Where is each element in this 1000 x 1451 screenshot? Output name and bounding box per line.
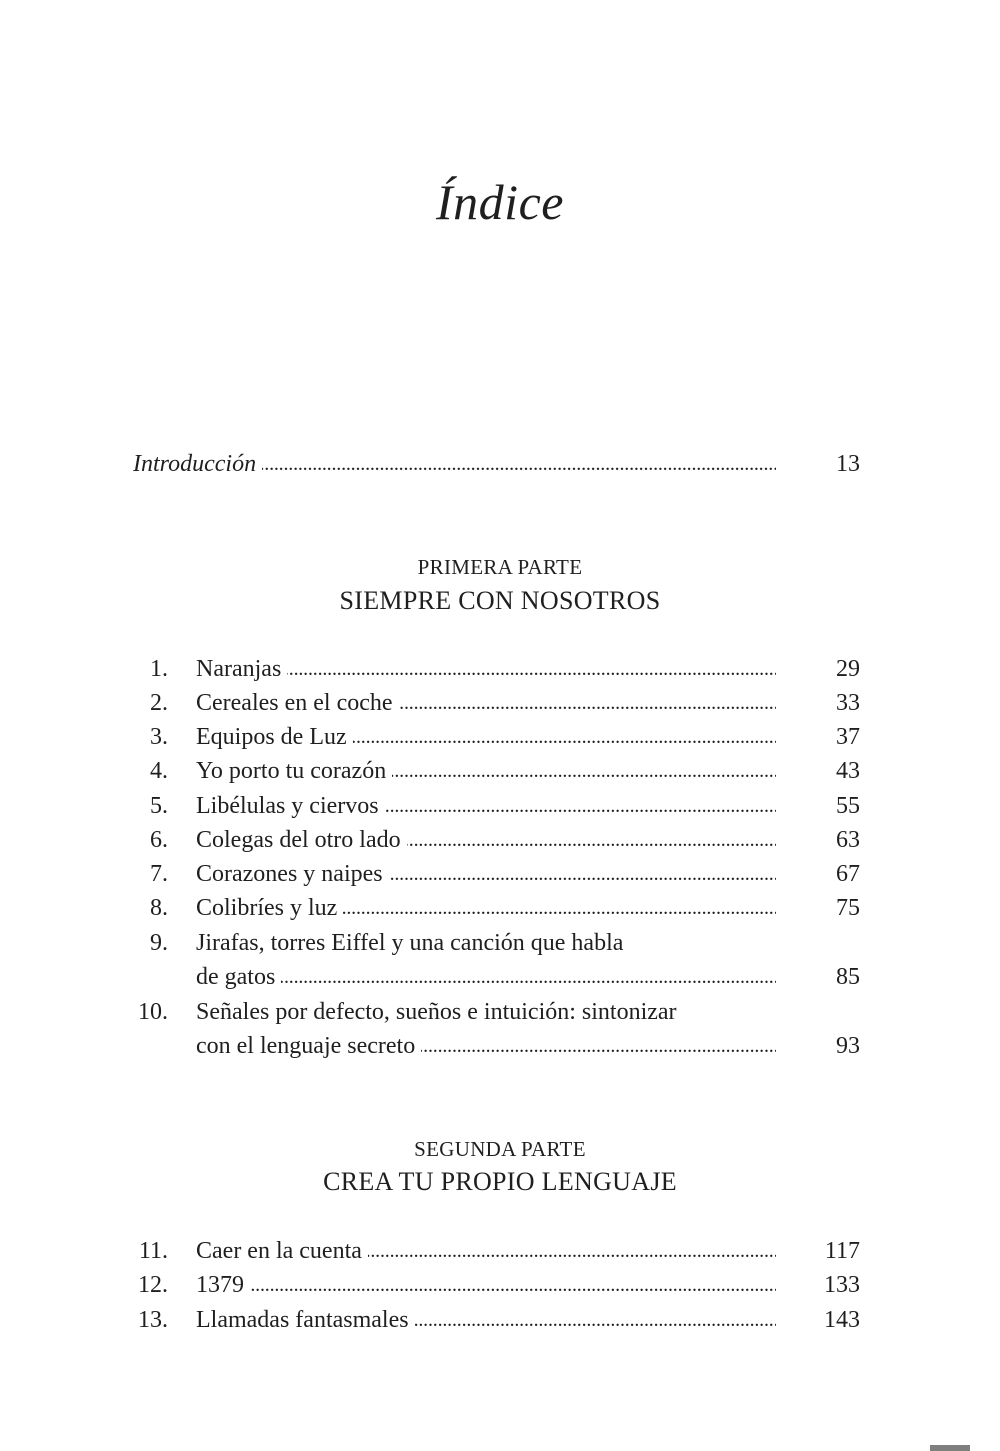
toc-entry-label: Naranjas . . .: [196, 652, 776, 686]
toc-entry-number: 7.: [150, 861, 168, 887]
toc-entry-page: 37: [836, 724, 860, 750]
toc-entry-page: 67: [836, 861, 860, 887]
toc-entry-label: Colibríes y luz . . .: [196, 891, 776, 925]
toc-entry-label-line2: con el lenguaje secreto . . .: [196, 1029, 776, 1063]
toc-entry-page: 117: [824, 1238, 860, 1264]
page-title: Índice: [436, 174, 564, 230]
toc-entry[interactable]: [0, 789, 1000, 823]
toc-entry-number: 1.: [150, 656, 168, 682]
toc-entry[interactable]: [0, 1268, 1000, 1302]
toc-entry-page: 29: [836, 656, 860, 682]
toc-entry-page: 75: [836, 895, 860, 921]
toc-entry[interactable]: [0, 1303, 1000, 1337]
toc-entry[interactable]: [0, 857, 1000, 891]
toc-entry-number: 9.: [150, 930, 168, 956]
toc-entry-number: 4.: [150, 758, 168, 784]
toc-entry-page: 13: [836, 451, 860, 477]
toc-entry-label-line1: Señales por defecto, sueños e intuición: sintonizar: [196, 995, 776, 1029]
toc-entry-label: Equipos de Luz . . .: [196, 720, 776, 754]
toc-entry-label-line2: de gatos . . .: [196, 960, 776, 994]
toc-entry-page: 85: [836, 964, 860, 990]
toc-entry-number: 10.: [138, 999, 168, 1025]
toc-entry-label: 1379 . . .: [196, 1268, 776, 1302]
toc-entry-page: 63: [836, 827, 860, 853]
toc-entry-page: 93: [836, 1033, 860, 1059]
toc-entry[interactable]: [0, 926, 1000, 960]
toc-entry-page: 55: [836, 793, 860, 819]
toc-entry-number: 2.: [150, 690, 168, 716]
toc-entry-number: 6.: [150, 827, 168, 853]
toc-entry-number: 3.: [150, 724, 168, 750]
toc-entry-label: Caer en la cuenta . . .: [196, 1234, 776, 1268]
toc-entry-label: Cereales en el coche . . .: [196, 686, 776, 720]
toc-entry-number: 12.: [138, 1272, 168, 1298]
toc-entry-page: 133: [824, 1272, 860, 1298]
toc-entry-page: 143: [824, 1307, 860, 1333]
page-edge-mark: [930, 1445, 970, 1451]
toc-entry-label: Colegas del otro lado . . .: [196, 823, 776, 857]
toc-entry[interactable]: [0, 823, 1000, 857]
toc-entry-label-line1: Jirafas, torres Eiffel y una canción que habla: [196, 926, 776, 960]
toc-entry[interactable]: [0, 652, 1000, 686]
toc-entry-label: Libélulas y ciervos . . .: [196, 789, 776, 823]
toc-entry[interactable]: [0, 686, 1000, 720]
toc-entry-introduccion[interactable]: [0, 447, 1000, 481]
toc-entry-number: 8.: [150, 895, 168, 921]
toc-entry-continuation[interactable]: [0, 960, 1000, 994]
toc-entry-number: 5.: [150, 793, 168, 819]
toc-entry[interactable]: [0, 754, 1000, 788]
part-label: SEGUNDA PARTE: [414, 1137, 586, 1161]
toc-entry[interactable]: [0, 891, 1000, 925]
toc-entry-label: Corazones y naipes . . .: [196, 857, 776, 891]
toc-entry-label: Llamadas fantasmales . . .: [196, 1303, 776, 1337]
toc-entry-number: 13.: [138, 1307, 168, 1333]
toc-entry-number: 11.: [138, 1238, 168, 1264]
toc-entry[interactable]: [0, 720, 1000, 754]
part-label: PRIMERA PARTE: [417, 555, 583, 579]
toc-entry-page: 33: [836, 690, 860, 716]
toc-entry-label: Introducción . . .: [133, 447, 776, 481]
toc-entry-page: 43: [836, 758, 860, 784]
part-title: CREA TU PROPIO LENGUAJE: [323, 1167, 677, 1196]
toc-entry[interactable]: [0, 1234, 1000, 1268]
toc-entry-label: Yo porto tu corazón . . .: [196, 754, 776, 788]
toc-entry-continuation[interactable]: [0, 1029, 1000, 1063]
toc-entry[interactable]: [0, 995, 1000, 1029]
part-title: SIEMPRE CON NOSOTROS: [339, 586, 661, 615]
